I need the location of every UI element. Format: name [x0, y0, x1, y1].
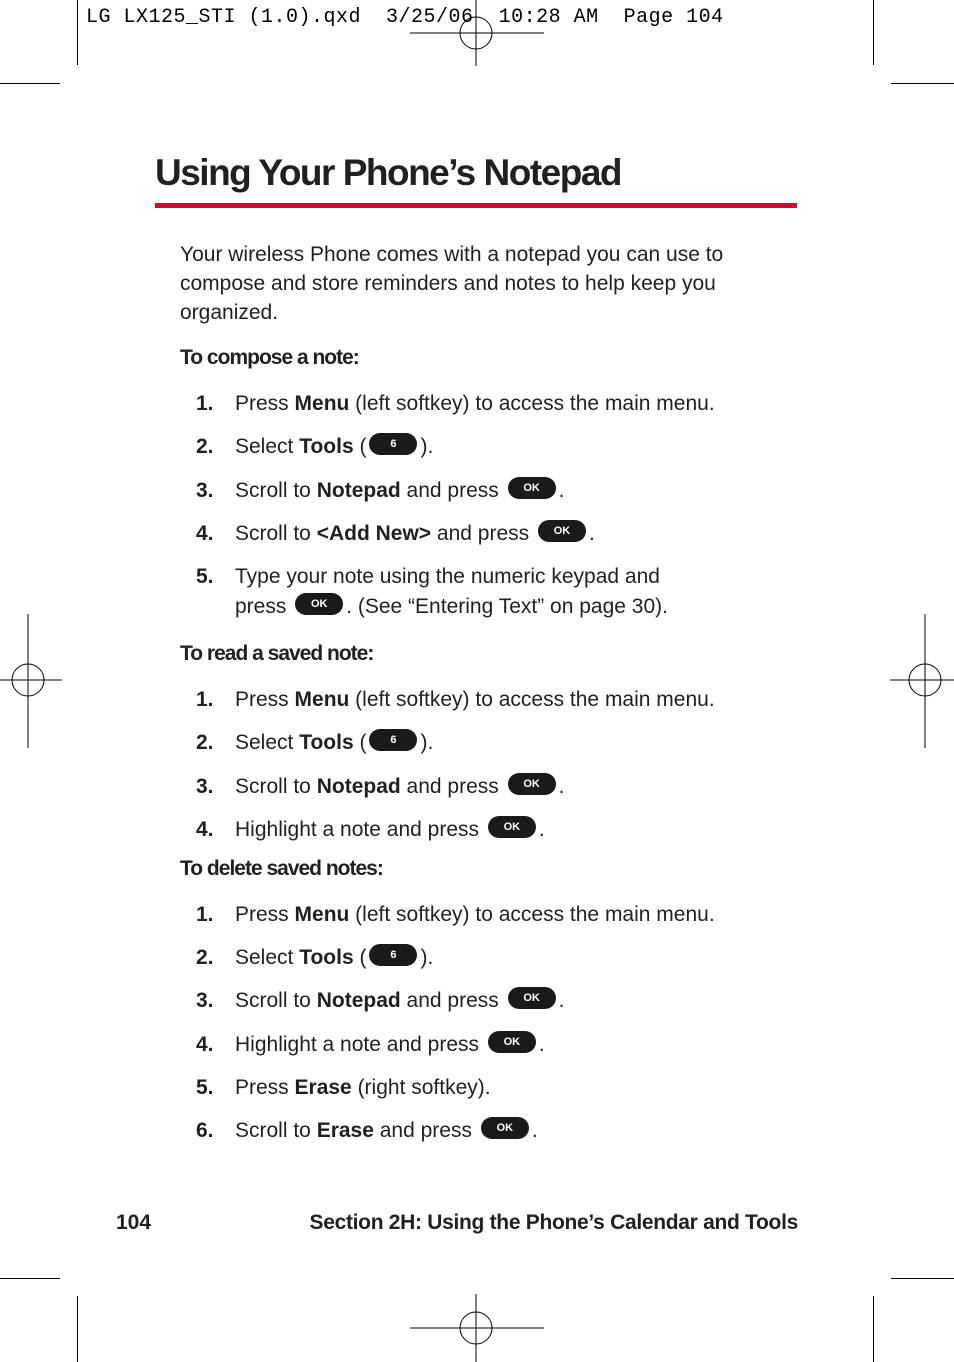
step-bold: Tools: [299, 731, 354, 754]
print-slug: LG LX125_STI (1.0).qxd 3/25/06 10:28 AM Page 104: [86, 6, 724, 29]
read-step-3: [196, 772, 564, 802]
step-text: .: [558, 479, 565, 502]
crop-mark: [873, 0, 874, 65]
key-6-icon: 6: [369, 944, 417, 966]
intro-paragraph: Your wireless Phone comes with a notepad you can use to compose and store reminders and notes to help keep you organized.: [180, 243, 724, 324]
ok-key-icon: OK: [488, 1031, 536, 1053]
step-text: ).: [420, 435, 434, 458]
compose-step-2: [196, 432, 433, 462]
compose-step-1: [196, 389, 715, 419]
step-number: 4.: [196, 818, 214, 841]
crop-mark: [891, 1278, 954, 1279]
registration-mark-bottom: [410, 1294, 544, 1362]
read-step-2: [196, 728, 433, 758]
step-bold: Notepad: [316, 989, 401, 1012]
step-bold: Tools: [299, 435, 354, 458]
step-number: 3.: [196, 775, 214, 798]
step-number: 1.: [196, 392, 214, 415]
step-text: (: [353, 946, 367, 969]
ok-key-icon: OK: [481, 1117, 529, 1139]
step-text: (left softkey) to access the main menu.: [349, 688, 715, 711]
step-text: and press: [373, 1119, 478, 1142]
crop-mark: [891, 83, 954, 84]
step-text: Highlight a note and press: [235, 1033, 485, 1056]
step-number: 2.: [196, 435, 214, 458]
compose-step-5: [196, 562, 660, 592]
step-bold: Notepad: [316, 479, 401, 502]
page-number: 104: [116, 1211, 152, 1234]
step-text: Press: [235, 688, 295, 711]
step-text: Scroll to: [235, 1119, 317, 1142]
step-text: Press: [235, 903, 295, 926]
step-text: .: [558, 989, 565, 1012]
read-step-1: [196, 685, 715, 715]
step-number: 2.: [196, 946, 214, 969]
step-text: (right softkey).: [351, 1076, 491, 1099]
step-number: 5.: [196, 1076, 214, 1099]
step-text: Press: [235, 1076, 295, 1099]
crop-mark: [0, 1278, 60, 1279]
step-text: press: [235, 595, 293, 618]
step-text: (: [353, 435, 367, 458]
step-text: and press: [400, 775, 505, 798]
step-number: 5.: [196, 565, 214, 588]
delete-step-1: [196, 900, 715, 930]
step-number: 1.: [196, 903, 214, 926]
delete-step-5: [196, 1073, 491, 1103]
step-text: and press: [431, 522, 535, 545]
ok-key-icon: OK: [508, 477, 556, 499]
step-number: 3.: [196, 989, 214, 1012]
crop-mark: [873, 1296, 874, 1362]
step-text: Select: [235, 435, 300, 458]
section-footer: Section 2H: Using the Phone’s Calendar and Tools: [309, 1211, 798, 1234]
delete-step-3: [196, 986, 564, 1016]
step-bold: Menu: [294, 903, 350, 926]
step-number: 6.: [196, 1119, 214, 1142]
step-text: .: [558, 775, 565, 798]
compose-step-5-continued: [235, 592, 668, 622]
ok-key-icon: OK: [508, 987, 556, 1009]
step-text: Scroll to: [235, 522, 317, 545]
crop-mark: [77, 0, 78, 65]
compose-heading: To compose a note:: [180, 346, 359, 369]
step-text: .: [538, 1033, 545, 1056]
ok-key-icon: OK: [538, 520, 586, 542]
crop-mark: [0, 83, 60, 84]
delete-step-6: [196, 1116, 538, 1146]
step-text: ).: [420, 731, 434, 754]
step-bold: Menu: [294, 688, 350, 711]
page-title: Using Your Phone’s Notepad: [155, 152, 622, 193]
key-6-icon: 6: [369, 433, 417, 455]
step-text: (left softkey) to access the main menu.: [349, 392, 715, 415]
step-number: 2.: [196, 731, 214, 754]
step-bold: Erase: [294, 1076, 352, 1099]
step-bold: <Add New>: [316, 522, 432, 545]
key-6-icon: 6: [369, 729, 417, 751]
step-text: (: [353, 731, 367, 754]
step-text: Highlight a note and press: [235, 818, 485, 841]
step-text: Type your note using the numeric keypad and: [235, 565, 660, 588]
registration-mark-right: [890, 614, 954, 748]
step-text: Select: [235, 731, 300, 754]
step-text: (left softkey) to access the main menu.: [349, 903, 715, 926]
step-bold: Notepad: [316, 775, 401, 798]
step-text: Press: [235, 392, 295, 415]
step-text: .: [531, 1119, 538, 1142]
compose-step-3: [196, 476, 564, 506]
step-number: 4.: [196, 1033, 214, 1056]
step-text: Scroll to: [235, 479, 317, 502]
step-text: .: [588, 522, 595, 545]
step-bold: Erase: [316, 1119, 374, 1142]
delete-step-4: [196, 1030, 545, 1060]
ok-key-icon: OK: [508, 773, 556, 795]
read-heading: To read a saved note:: [180, 642, 374, 665]
registration-mark-left: [0, 614, 62, 748]
delete-heading: To delete saved notes:: [180, 857, 383, 880]
step-number: 1.: [196, 688, 214, 711]
step-text: Scroll to: [235, 989, 317, 1012]
registration-mark-top: [410, 0, 544, 66]
ok-key-icon: OK: [488, 816, 536, 838]
step-text: and press: [400, 989, 505, 1012]
step-text: .: [538, 818, 545, 841]
read-step-4: [196, 815, 545, 845]
compose-step-4: [196, 519, 595, 549]
crop-mark: [77, 1296, 78, 1362]
step-text: ).: [420, 946, 434, 969]
ok-key-icon: OK: [295, 593, 343, 615]
step-text: Scroll to: [235, 775, 317, 798]
step-text: . (See “Entering Text” on page 30).: [346, 595, 668, 618]
step-bold: Menu: [294, 392, 350, 415]
step-text: Select: [235, 946, 300, 969]
title-rule: [155, 203, 797, 208]
step-number: 4.: [196, 522, 214, 545]
step-text: and press: [400, 479, 505, 502]
step-bold: Tools: [299, 946, 354, 969]
step-number: 3.: [196, 479, 214, 502]
delete-step-2: [196, 943, 433, 973]
